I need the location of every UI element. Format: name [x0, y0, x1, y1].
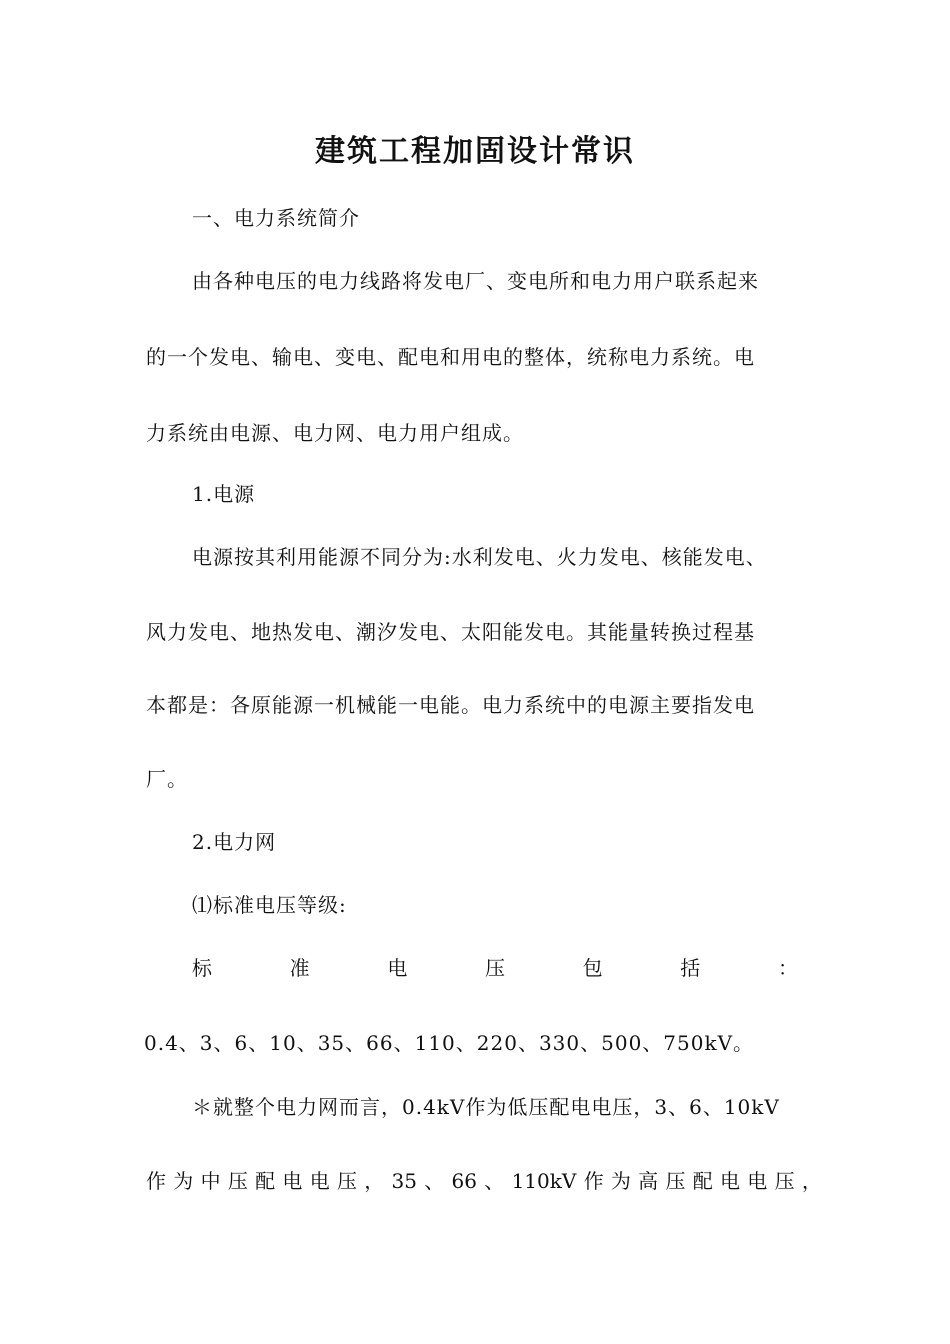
note-part: 、: [484, 1169, 505, 1193]
note-part: 电: [282, 1169, 303, 1193]
voltage-intro-char: ：: [777, 956, 798, 980]
note-part: 中: [200, 1169, 221, 1193]
note-part: 作: [146, 1169, 166, 1193]
note-part: 电: [747, 1169, 768, 1193]
note-part: ，: [801, 1169, 822, 1193]
note-part: 作: [583, 1169, 604, 1193]
paragraph-line: 由各种电压的电力线路将发电厂、变电所和电力用户联系起来: [192, 269, 759, 293]
note-part: 为: [610, 1169, 631, 1193]
voltage-intro-char: 电: [387, 956, 408, 980]
section-heading-power-system: 一、电力系统简介: [192, 206, 360, 230]
note-part: 配: [255, 1169, 276, 1193]
note-part: 110kV: [511, 1169, 577, 1193]
note-part: 配: [692, 1169, 713, 1193]
note-part: 电: [309, 1169, 330, 1193]
voltage-list-line: 0.4、3、6、10、35、66、110、220、330、500、750kV。: [144, 1031, 755, 1055]
note-line-justified: [146, 1166, 822, 1196]
paragraph-line: 厂。: [146, 767, 188, 791]
paragraph-line: 本都是：各原能源一机械能一电能。电力系统中的电源主要指发电: [146, 693, 755, 717]
note-part: 66: [451, 1169, 477, 1193]
paragraph-line: 的一个发电、输电、变电、配电和用电的整体，统称电力系统。电: [146, 345, 755, 369]
voltage-intro-char: 压: [484, 956, 505, 980]
voltage-intro-char: 括: [680, 956, 701, 980]
note-part: 压: [774, 1169, 795, 1193]
note-part: 压: [336, 1169, 357, 1193]
note-part: 高: [638, 1169, 659, 1193]
paragraph-line: 风力发电、地热发电、潮汐发电、太阳能发电。其能量转换过程基: [146, 620, 755, 644]
note-part: 压: [227, 1169, 248, 1193]
voltage-intro-line: [192, 953, 798, 983]
note-part: 电: [720, 1169, 740, 1193]
subheading-power-source: 1.电源: [192, 482, 256, 506]
note-part: 、: [424, 1169, 445, 1193]
note-part: 压: [665, 1169, 686, 1193]
item-heading-standard-voltage: ⑴标准电压等级:: [192, 893, 347, 917]
voltage-intro-char: 准: [289, 956, 310, 980]
paragraph-line: 电源按其利用能源不同分为:水利发电、火力发电、核能发电、: [192, 545, 767, 569]
subheading-power-grid: 2.电力网: [192, 830, 277, 854]
note-line: ＊就整个电力网而言，0.4kV作为低压配电电压，3、6、10kV: [192, 1095, 780, 1119]
paragraph-line: 力系统由电源、电力网、电力用户组成。: [146, 421, 524, 445]
voltage-intro-char: 标: [192, 956, 212, 980]
note-part: 为: [173, 1169, 194, 1193]
voltage-intro-char: 包: [582, 956, 603, 980]
note-part: ，: [364, 1169, 385, 1193]
document-title: 建筑工程加固设计常识: [315, 134, 635, 169]
note-part: 35: [391, 1169, 417, 1193]
